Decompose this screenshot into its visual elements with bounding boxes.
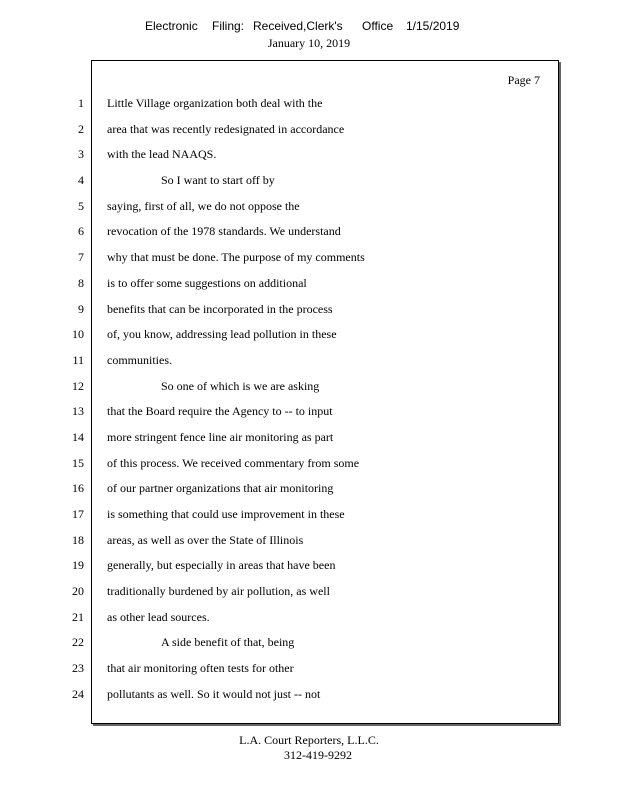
line-number: 18 [72, 532, 84, 547]
line-number-column [60, 96, 84, 713]
reporter-phone: 312-419-9292 [284, 748, 352, 762]
transcript-line: is something that could use improvement in these [107, 507, 345, 521]
transcript-line: So one of which is we are asking [161, 378, 320, 393]
line-number: 13 [72, 404, 84, 419]
line-number: 19 [72, 558, 84, 573]
transcript-line: as other lead sources. [107, 609, 210, 624]
line-number: 16 [72, 481, 84, 496]
transcript-line: is to offer some suggestions on additional [107, 275, 307, 290]
transcript-line: pollutants as well. So it would not just -- not [107, 686, 321, 701]
footer [0, 733, 618, 763]
stamp-filing: Filing: [212, 19, 245, 33]
filing-stamp [145, 19, 459, 33]
line-number: 15 [72, 455, 84, 470]
line-number: 23 [72, 661, 84, 676]
transcript-line: revocation of the 1978 standards. We understand [107, 224, 341, 239]
transcript-line: saying, first of all, we do not oppose the [107, 198, 300, 213]
line-number: 14 [72, 429, 84, 444]
transcript-line: Little Village organization both deal with the [107, 96, 323, 110]
transcript-line: why that must be done. The purpose of my comments [107, 250, 365, 265]
stamp-electronic: Electronic [145, 19, 198, 33]
transcript-line: A side benefit of that, being [161, 635, 295, 650]
line-number: 8 [78, 275, 84, 290]
line-number: 5 [78, 198, 84, 213]
transcript-line: of our partner organizations that air monitoring [107, 481, 334, 496]
line-number: 12 [72, 378, 84, 393]
line-number: 4 [78, 173, 84, 188]
transcript-line: area that was recently redesignated in accordance [107, 121, 345, 136]
transcript-line: that air monitoring often tests for other [107, 661, 294, 676]
line-number: 10 [72, 327, 84, 342]
stamp-office: Office [362, 19, 394, 33]
transcript-line: of this process. We received commentary from some [107, 455, 360, 470]
line-number: 20 [72, 584, 84, 599]
transcript-line: areas, as well as over the State of Illinois [107, 532, 304, 547]
stamp-received: Received,Clerk's [253, 19, 343, 33]
transcript-line: of, you know, addressing lead pollution in these [107, 327, 337, 342]
transcript-line: generally, but especially in areas that have been [107, 558, 336, 573]
stamp-date: 1/15/2019 [406, 19, 460, 33]
transcript-line: benefits that can be incorporated in the process [107, 301, 333, 316]
line-number: 17 [72, 507, 84, 521]
line-number: 22 [72, 635, 84, 650]
line-number: 9 [78, 301, 84, 316]
transcript-line: with the lead NAAQS. [107, 147, 217, 162]
transcript-line: So I want to start off by [161, 173, 275, 188]
transcript-line: communities. [107, 352, 172, 367]
line-number: 11 [72, 352, 84, 367]
transcript-line: more stringent fence line air monitoring as part [107, 429, 334, 444]
reporter-company: L.A. Court Reporters, L.L.C. [239, 733, 379, 747]
transcript-line: traditionally burdened by air pollution, as well [107, 584, 330, 599]
line-number: 2 [78, 121, 84, 136]
line-number: 7 [78, 250, 84, 265]
line-number: 3 [78, 147, 84, 162]
page-number: Page 7 [507, 73, 540, 87]
line-number: 21 [72, 609, 84, 624]
hearing-date: January 10, 2019 [267, 36, 351, 50]
line-number: 1 [78, 96, 84, 110]
transcript-text [107, 96, 547, 713]
line-number: 6 [78, 224, 84, 239]
transcript-line: that the Board require the Agency to -- to input [107, 404, 333, 419]
line-number: 24 [72, 686, 84, 701]
